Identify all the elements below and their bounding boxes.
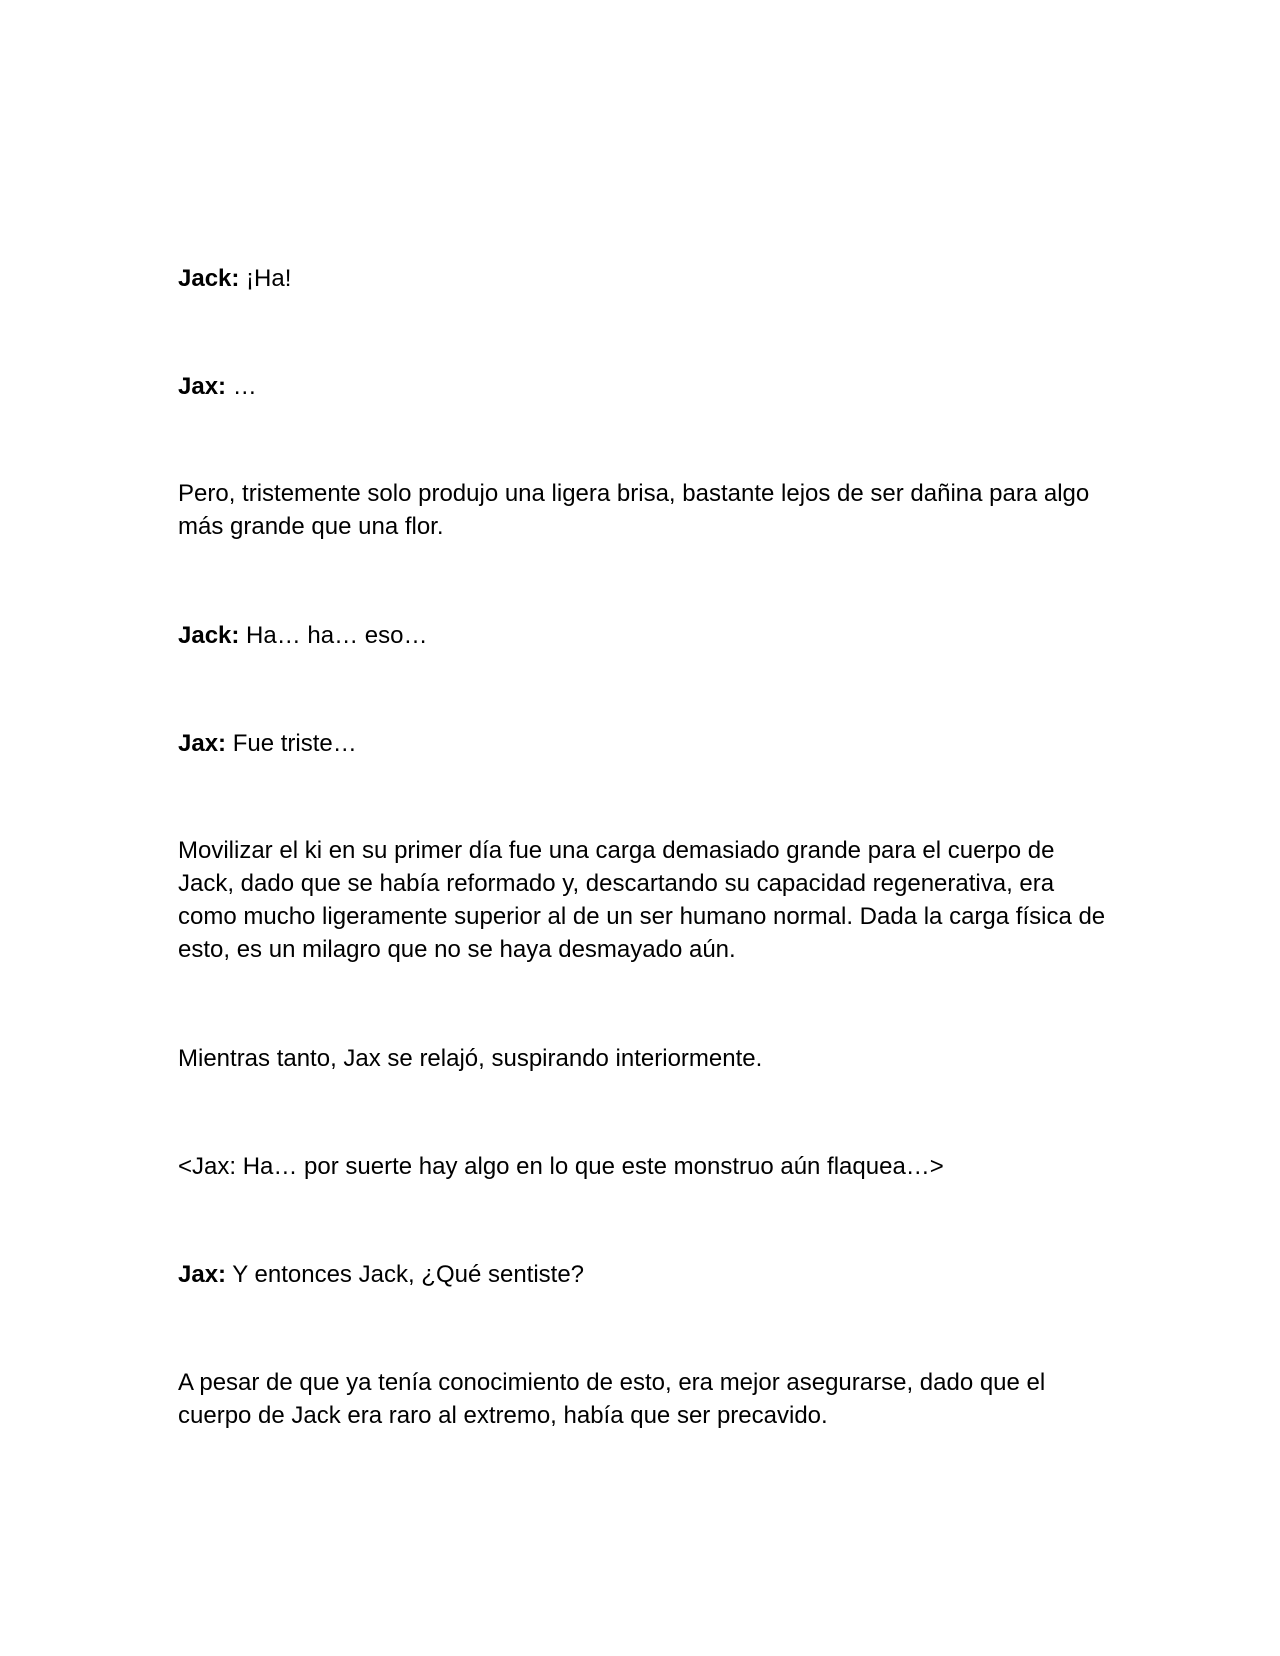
narration-paragraph: Mientras tanto, Jax se relajó, suspirando interiormente. [178, 1045, 763, 1072]
dialogue-text: Y entonces Jack, ¿Qué sentiste? [226, 1261, 585, 1288]
speaker-name: Jax: [178, 373, 227, 400]
speaker-name: Jack: [178, 265, 240, 292]
narration-paragraph: Pero, tristemente solo produjo una ligera brisa, bastante lejos de ser dañina para algo más grande que una flor. [178, 480, 1090, 540]
dialogue-text: Fue triste… [226, 730, 357, 757]
narration-paragraph: A pesar de que ya tenía conocimiento de esto, era mejor asegurarse, dado que el cuerpo de Jack era raro al extremo, había que ser precavido. [178, 1369, 1046, 1429]
narration-paragraph: Movilizar el ki en su primer día fue una carga demasiado grande para el cuerpo de Jack, dado que se había reformado y, descartando su capacidad regenerativa, era como mucho ligeramente superior al de un ser humano normal. Dada la carga física de esto, es un milagro que no se haya desmayado aún. [178, 837, 1106, 963]
dialogue-line [178, 370, 1108, 403]
dialogue-line [178, 727, 1108, 760]
inner-thought: <Jax: Ha… por suerte hay algo en lo que este monstruo aún flaquea…> [178, 1153, 944, 1180]
dialogue-text: ¡Ha! [239, 265, 292, 292]
speaker-name: Jax: [178, 1261, 227, 1288]
dialogue-text: Ha… ha… eso… [239, 622, 428, 649]
dialogue-text: … [226, 373, 257, 400]
speaker-name: Jack: [178, 622, 240, 649]
dialogue-line [178, 619, 1108, 652]
dialogue-line [178, 1258, 1108, 1291]
dialogue-line [178, 262, 1108, 295]
speaker-name: Jax: [178, 730, 227, 757]
